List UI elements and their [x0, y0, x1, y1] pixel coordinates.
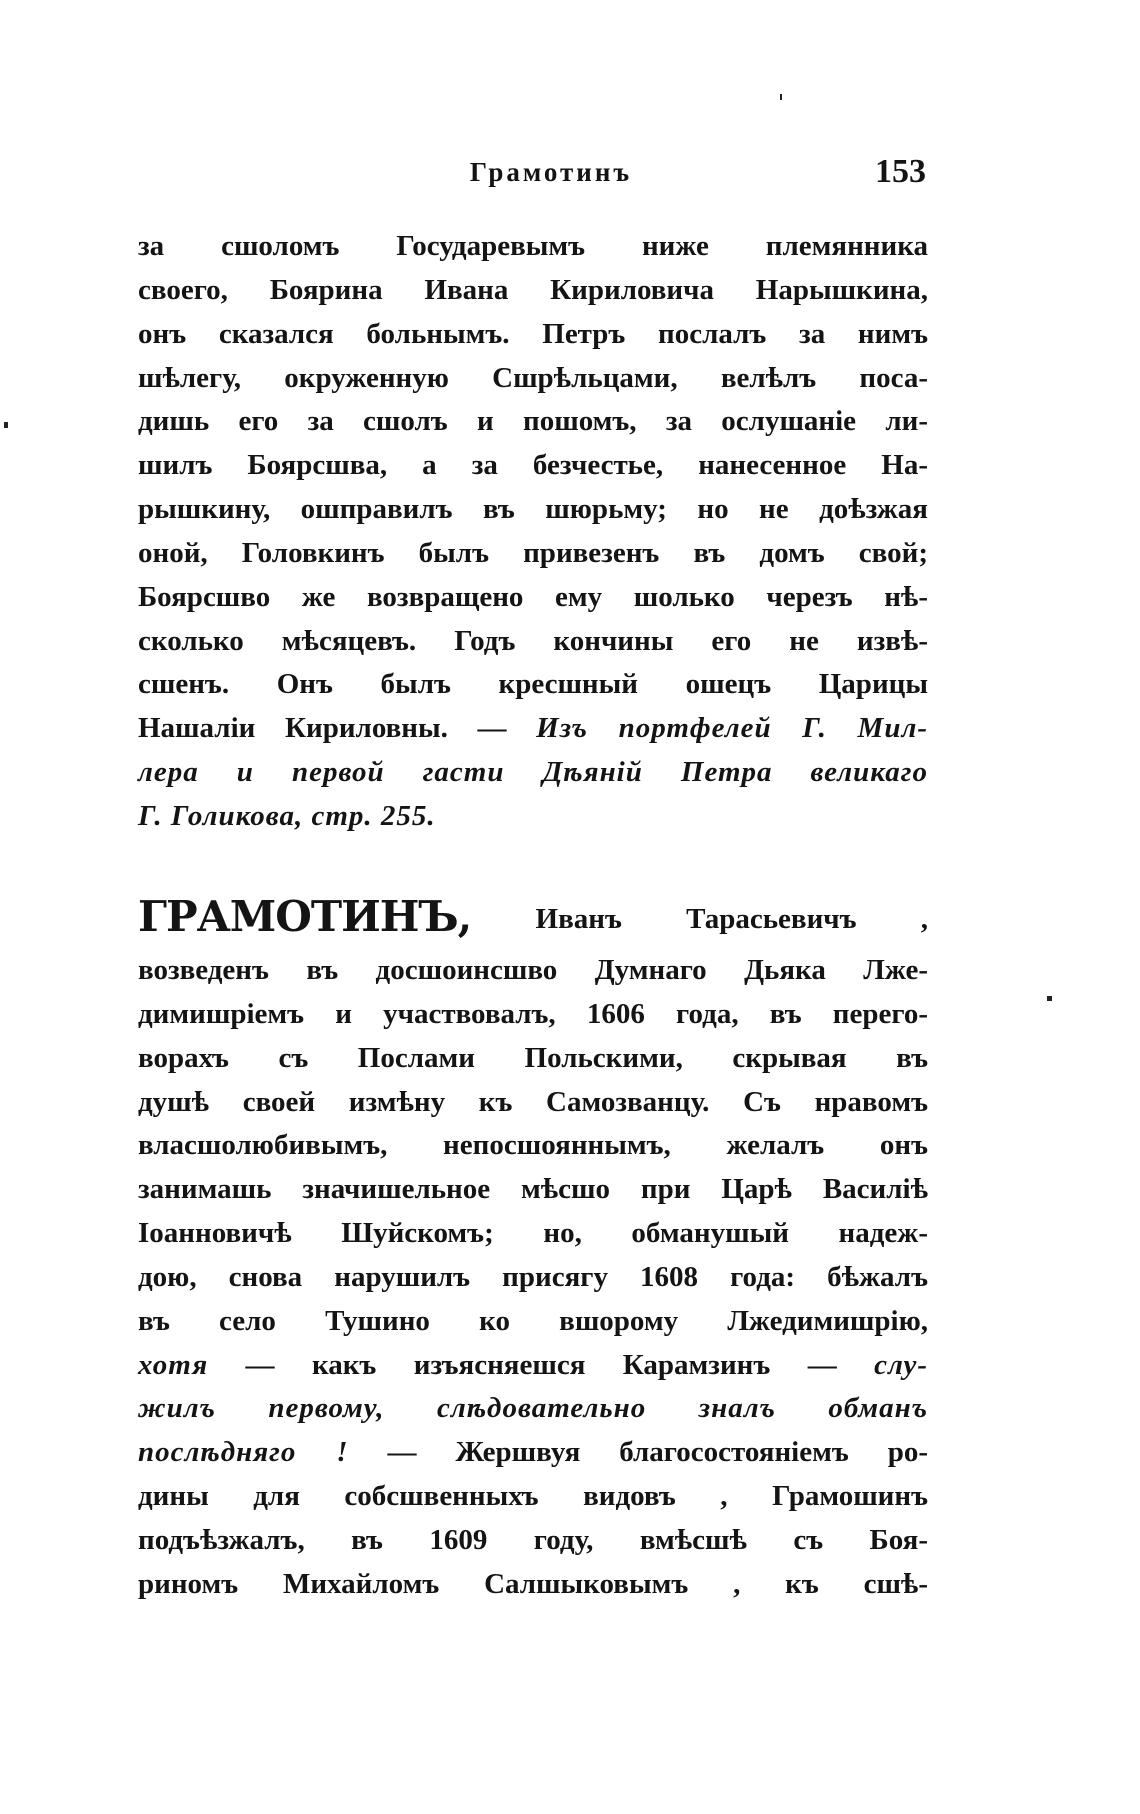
text-line: подъѣзжалъ, въ 1609 году, вмѣсшѣ съ Боя- [138, 1523, 928, 1556]
scan-speck [4, 422, 8, 428]
text-plain: Нашаліи Кириловны. — [138, 712, 537, 745]
text-line: ворахъ съ Послами Польскими, скрывая въ [138, 1041, 928, 1074]
entry-continuation [138, 225, 928, 839]
text-line [138, 1431, 928, 1475]
scan-speck [780, 94, 782, 100]
text-line: оной, Головкинъ былъ привезенъ въ домъ свой; [138, 536, 928, 569]
source-citation: Изъ портфелей Г. Мил- [536, 712, 928, 745]
text-line: въ село Тушино ко вшорому Лжедимишрію, [138, 1304, 928, 1337]
text-line: за сшоломъ Государевымъ ниже племянника [138, 230, 928, 262]
source-citation: Г. Голикова, стр. 255. [138, 799, 436, 832]
quotation: послѣдняго ! [138, 1436, 349, 1469]
text-line: шилъ Боярсшва, а за безчестье, нанесенное На- [138, 449, 928, 482]
text-plain: — Жершвуя благосостояніемъ ро- [348, 1436, 928, 1469]
scan-speck [1047, 996, 1052, 1001]
text-line: риномъ Михайломъ Салшыковымъ , къ сшѣ- [138, 1567, 928, 1600]
entry-headword: ГРАМОТИНЪ, [138, 892, 472, 941]
page-number: 153 [875, 153, 926, 190]
entry-gramotin [138, 885, 928, 1607]
text-italic: хотя [138, 1348, 209, 1381]
text-line: дины для собсшвенныхъ видовъ , Грамошинъ [138, 1480, 928, 1513]
text-line: сшенъ. Онъ былъ кресшный ошецъ Царицы [138, 668, 928, 701]
text-line: Боярсшво же возвращено ему шолько черезъ нѣ- [138, 580, 928, 613]
entry-name: Иванъ Тарасьевичъ , [535, 903, 929, 935]
text-line: дишь его за сшолъ и пошомъ, за ослушаніе ли- [138, 405, 928, 438]
text-line: занимашь значишельное мѣсшо при Царѣ Василіѣ [138, 1173, 928, 1206]
running-head: Грамотинъ [469, 157, 633, 187]
text-line [138, 1344, 928, 1388]
text-line: своего, Боярина Ивана Кириловича Нарышкина, [138, 273, 928, 306]
page-header [138, 148, 928, 196]
text-line: димишріемъ и участвовалъ, 1606 года, въ перего- [138, 997, 928, 1030]
text-line: дою, снова нарушилъ присягу 1608 года: бѣжалъ [138, 1260, 928, 1293]
text-plain: — какъ изъясняешся Карамзинъ — [208, 1348, 875, 1381]
text-line: возведенъ въ досшоинсшво Думнаго Дьяка Лже- [138, 954, 928, 986]
text-line: рышкину, ошправилъ въ шюрьму; но не доѣзжая [138, 493, 928, 526]
text-line: сколько мѣсяцевъ. Годъ кончины его не извѣ- [138, 624, 928, 657]
text-line [138, 707, 928, 751]
source-citation: лера и первой гасти Дѣяній Петра великаго [138, 756, 928, 789]
text-line: власшолюбивымъ, непосшояннымъ, желалъ онъ [138, 1129, 928, 1162]
text-line: душѣ своей измѣну къ Самозванцу. Съ нравомъ [138, 1085, 928, 1118]
text-line: онъ сказался больнымъ. Петръ послалъ за нимъ [138, 317, 928, 350]
quotation: слу- [874, 1348, 928, 1381]
text-line: Іоанновичѣ Шуйскомъ; но, обманушый надеж- [138, 1217, 928, 1250]
text-line: шѣлегу, окруженную Сшрѣльцами, велѣлъ поса- [138, 361, 928, 394]
entry-first-line [138, 885, 928, 949]
quotation: жилъ первому, слѣдовательно зналъ обманъ [138, 1392, 928, 1425]
